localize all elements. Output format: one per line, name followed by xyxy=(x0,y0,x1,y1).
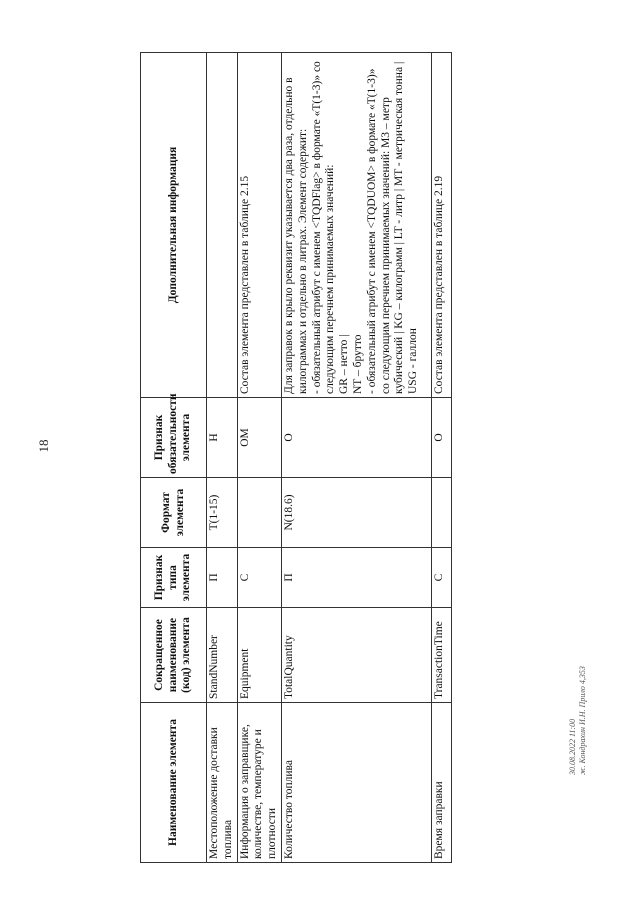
cell-type: П xyxy=(281,548,431,608)
cell-code: TotalQuantity xyxy=(281,608,431,703)
cell-name: Местоположение доставки топлива xyxy=(207,703,238,863)
cell-type: С xyxy=(431,548,451,608)
element-spec-table xyxy=(140,52,452,863)
table-row xyxy=(207,53,238,863)
cell-mandatory: ОМ xyxy=(237,398,281,478)
cell-info: Состав элемента представлен в таблице 2.15 xyxy=(237,53,281,398)
page-number: 18 xyxy=(36,439,51,453)
table-row xyxy=(237,53,281,863)
cell-mandatory: Н xyxy=(207,398,238,478)
cell-info xyxy=(281,53,431,398)
cell-type: П xyxy=(207,548,238,608)
table-row xyxy=(431,53,451,863)
cell-type: С xyxy=(237,548,281,608)
header-info: Дополнительная информация xyxy=(141,53,207,398)
cell-name: Количество топлива xyxy=(281,703,431,863)
cell-code: TransactionTime xyxy=(431,608,451,703)
cell-format xyxy=(431,478,451,548)
cell-info: Состав элемента представлен в таблице 2.19 xyxy=(431,53,451,398)
handwritten-stamp xyxy=(568,665,587,775)
cell-mandatory: О xyxy=(281,398,431,478)
header-name: Наименование элемента xyxy=(141,703,207,863)
cell-name: Информация о заправщике, количестве, температуре и плотности xyxy=(237,703,281,863)
table-row xyxy=(281,53,431,863)
header-mandatory: Признак обязательности элемента xyxy=(141,398,207,478)
info-list xyxy=(283,56,421,394)
stamp-signature: ж. Кондрахин И.Н. Прило 4,353 xyxy=(577,666,587,775)
cell-code: Equipment xyxy=(237,608,281,703)
info-line: NT – брутто xyxy=(351,334,364,394)
header-type: Признак типа элемента xyxy=(141,548,207,608)
cell-format xyxy=(237,478,281,548)
rotated-table-wrapper xyxy=(140,53,450,863)
cell-name: Время заправки xyxy=(431,703,451,863)
cell-code: StandNumber xyxy=(207,608,238,703)
info-line: GR – нетто | xyxy=(338,334,351,394)
header-code: Сокращенное наименование (код) элемента xyxy=(141,608,207,703)
info-line: Для заправок в крыло реквизит указывается два раза, отдельно в килограммах и отдельно в литрах. Элемент содержит: xyxy=(282,77,309,394)
cell-format: N(18.6) xyxy=(281,478,431,548)
cell-mandatory: О xyxy=(431,398,451,478)
info-line: - обязательный атрибут с именем <TQDUOM> в формате «T(1-3)» со следующим перечнем принимаемых значений: M3 – метр кубический | KG – килограмм | LT - литр | MT - метрическая тонна | USG - галлон xyxy=(365,61,420,394)
header-format: Формат элемента xyxy=(141,478,207,548)
cell-format: T(1-15) xyxy=(207,478,238,548)
cell-info xyxy=(207,53,238,398)
info-line: - обязательный атрибут с именем <TQDFlag> в формате «T(1-3)» со следующим перечнем принимаемых значений: xyxy=(310,61,337,394)
table-header-row xyxy=(141,53,207,863)
stamp-date: 30.08.2022 11:00 xyxy=(568,718,577,775)
